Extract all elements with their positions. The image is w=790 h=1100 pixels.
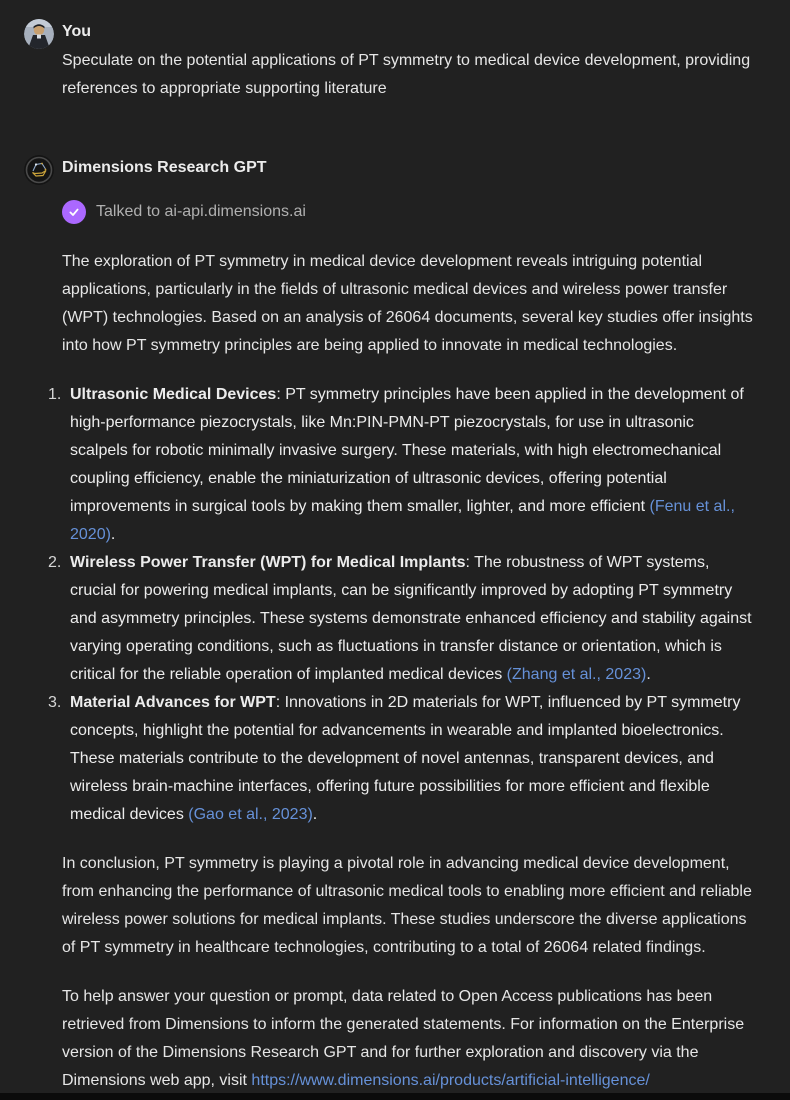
assistant-message bbox=[24, 153, 754, 1100]
user-author-label: You bbox=[62, 23, 92, 40]
check-icon bbox=[62, 200, 86, 224]
assistant-conclusion-paragraph: In conclusion, PT symmetry is playing a pivotal role in advancing medical device development, from enhancing the performance of ultrasonic medical tools to enabling more efficient and reliable wireless power solutions for medical implants. These studies underscore the diverse applications of PT symmetry in healthcare technologies, contributing to a total of 26064 related findings. bbox=[62, 855, 752, 956]
footer-text: To help answer your question or prompt, data related to Open Access publications has been retrieved from Dimensions to inform the generated statements. For information on the Enterprise version of the Dimensions Research GPT and for further exploration and discovery via the Dimensions web app, visit bbox=[62, 988, 745, 1089]
list-item-number: 1. bbox=[48, 386, 62, 403]
list-item bbox=[48, 689, 754, 829]
plugin-status-row bbox=[62, 197, 754, 227]
bottom-bar bbox=[0, 1093, 790, 1100]
list-item-content bbox=[70, 381, 754, 549]
numbered-list bbox=[48, 381, 754, 829]
citation-link[interactable]: (Gao et al., 2023) bbox=[188, 806, 313, 823]
user-avatar-image bbox=[24, 19, 54, 49]
assistant-footer-paragraph bbox=[62, 983, 754, 1095]
dimensions-url-link[interactable]: https://www.dimensions.ai/products/artificial-intelligence/ bbox=[251, 1072, 650, 1089]
assistant-author-label: Dimensions Research GPT bbox=[62, 159, 267, 176]
citation-link[interactable]: (Fenu et al., 2020) bbox=[70, 498, 735, 543]
gpt-avatar-image bbox=[24, 155, 54, 185]
list-item-body: : The robustness of WPT systems, crucial for powering medical implants, can be significantly improved by adopting PT symmetry and asymmetry principles. These systems demonstrate enhanced efficiency and stability against varying operating conditions, such as fluctuations in transfer distance or orientation, which is critical for the reliable operation of implanted medical devices bbox=[70, 554, 752, 683]
list-item-title: Wireless Power Transfer (WPT) for Medical Implants bbox=[70, 554, 466, 571]
list-item-after: . bbox=[110, 526, 116, 543]
list-item-body: : Innovations in 2D materials for WPT, influenced by PT symmetry concepts, highlight the potential for advancements in wearable and implanted bioelectronics. These materials contribute to the development of novel antennas, transparent devices, and wireless brain-machine interfaces, offering future possibilities for more efficient and flexible medical devices bbox=[70, 694, 741, 823]
citation-link[interactable]: (Zhang et al., 2023) bbox=[506, 666, 647, 683]
user-message bbox=[24, 17, 754, 103]
gpt-avatar bbox=[24, 155, 54, 185]
user-avatar bbox=[24, 19, 54, 49]
plugin-status-label: Talked to ai-api.dimensions.ai bbox=[96, 203, 306, 220]
list-item-content bbox=[70, 549, 754, 689]
list-item-title: Ultrasonic Medical Devices bbox=[70, 386, 277, 403]
list-item-content bbox=[70, 689, 754, 829]
list-item-after: . bbox=[312, 806, 318, 823]
list-item-body: : PT symmetry principles have been applied in the development of high-performance piezocrystals, like Mn:PIN-PMN-PT piezocrystals, for use in ultrasonic scalpels for robotic minimally invasive surgery. These materials, with high electromechanical coupling efficiency, enable the miniaturization of ultrasonic devices, offering potential improvements in surgical tools by making them smaller, lighter, and more efficient bbox=[70, 386, 744, 515]
user-message-text: Speculate on the potential applications of PT symmetry to medical device development, providing references to appropriate supporting literature bbox=[62, 52, 751, 97]
list-item-title: Material Advances for WPT bbox=[70, 694, 276, 711]
list-item-number: 2. bbox=[48, 554, 62, 571]
list-item-number: 3. bbox=[48, 694, 62, 711]
list-item bbox=[48, 549, 754, 689]
list-item bbox=[48, 381, 754, 549]
assistant-intro-paragraph: The exploration of PT symmetry in medical device development reveals intriguing potential applications, particularly in the fields of ultrasonic medical devices and wireless power transfer (WPT) technologies. Based on an analysis of 26064 documents, several key studies offer insights into how PT symmetry principles are being applied to innovate in medical technologies. bbox=[62, 253, 753, 354]
list-item-after: . bbox=[646, 666, 651, 683]
